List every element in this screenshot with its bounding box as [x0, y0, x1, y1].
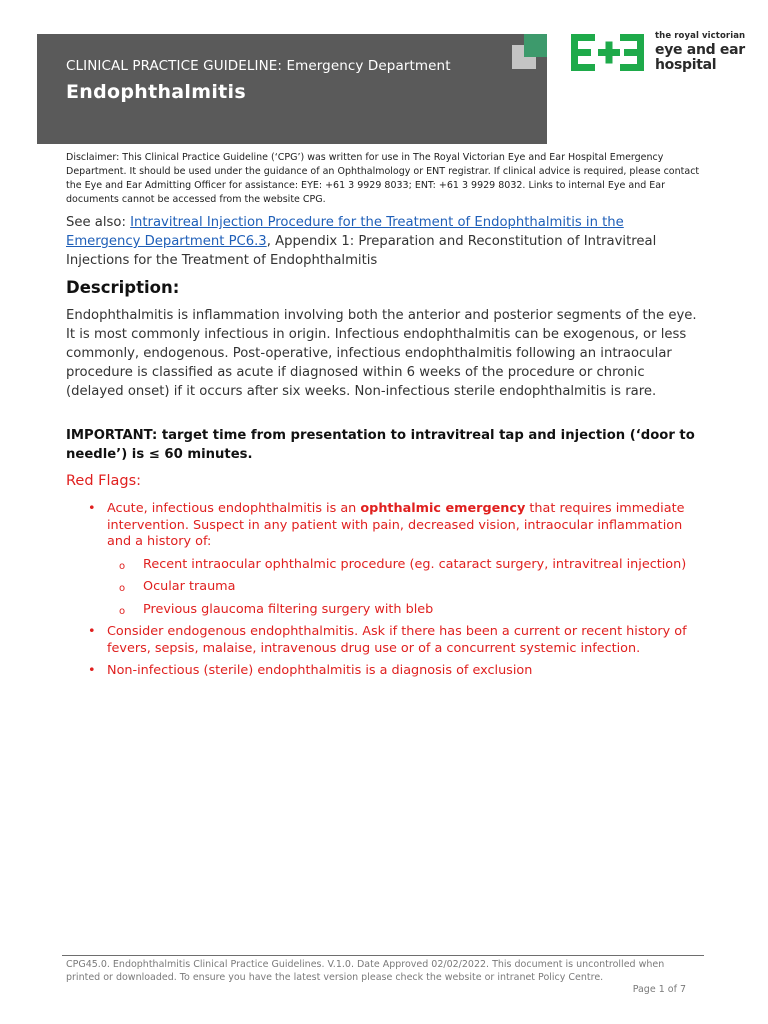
description-body: Endophthalmitis is inflammation involving both the anterior and posterior segments of the eye. It is most commonly infectious in origin. Infectious endophthalmitis can be exogenous, or less commonly, endogenous. Post-operative, infectious endophthalmitis following an intraocular procedure is classified as acute if diagnosed within 6 weeks of the procedure or chronic (delayed onset) if it occurs after six weeks. Non-infectious sterile endophthalmitis is rare. — [66, 308, 697, 399]
bullet-icon: • — [88, 501, 96, 516]
description-heading: Description: — [66, 278, 180, 297]
logo-line-2: eye and ear — [655, 41, 745, 58]
list-item — [66, 501, 696, 551]
flag-1-text-end: that requires immediate intervention. Suspect in any patient with pain, decreased vision, intraocular inflammation and a history of: — [107, 501, 685, 549]
red-flags-heading: Red Flags: — [66, 473, 142, 489]
ophthalmic-emergency-emphasis: ophthalmic emergency — [360, 501, 526, 516]
bullet-icon: • — [88, 663, 96, 678]
footer-divider — [62, 955, 704, 956]
sub-bullet-icon: o — [119, 560, 126, 572]
logo-line-1: the royal victorian — [655, 31, 746, 41]
sub-list-item — [66, 602, 696, 619]
history-item-procedure: Recent intraocular ophthalmic procedure (eg. cataract surgery, intravitreal injection) — [143, 556, 687, 572]
disclaimer: Disclaimer: This Clinical Practice Guideline (‘CPG’) was written for use in The Royal Victorian Eye and Ear Hospital Emergency Department. It should be used under the guidance of an Ophthalmology or ENT registrar. If clinical advice is required, please contact the Eye and Ear Admitting Officer for assistance: EYE: +61 3 9929 8033; ENT: +61 3 9929 8032. Links to internal Eye and Ear documents cannot be accessed from the website CPG. — [66, 152, 700, 205]
sub-bullet-icon: o — [119, 583, 126, 594]
footer-note: CPG45.0. Endophthalmitis Clinical Practice Guidelines. V.1.0. Date Approved 02/02/2022. This document is uncontrolled when printed or downloaded. To ensure you have the latest version please check the website or intranet Policy Centre. — [66, 959, 665, 983]
flag-1-text-start: Acute, infectious endophthalmitis is an — [107, 501, 361, 516]
red-flags-list — [66, 501, 696, 686]
guideline-kicker: CLINICAL PRACTICE GUIDELINE: Emergency Department — [66, 58, 451, 74]
bullet-icon: • — [88, 624, 96, 639]
see-also — [66, 213, 702, 270]
logo-line-3: hospital — [655, 56, 717, 73]
decorative-square-green — [524, 34, 547, 57]
flag-3-text: Non-infectious (sterile) endophthalmitis is a diagnosis of exclusion — [107, 663, 533, 678]
important-notice: IMPORTANT: target time from presentation to intravitreal tap and injection (‘door to needle’) is ≤ 60 minutes. — [66, 428, 695, 462]
intravitreal-procedure-link[interactable]: Intravitreal Injection Procedure for the Treatment of Endophthalmitis in the Emergency Department PC6.3 — [66, 215, 624, 249]
see-also-suffix: , Appendix 1: Preparation and Reconstitution of Intravitreal Injections for the Treatment of Endophthalmitis — [66, 234, 657, 268]
sub-bullet-icon: o — [119, 605, 126, 617]
hospital-wordmark — [655, 32, 745, 73]
see-also-prefix: See also: — [66, 215, 131, 230]
page-title: Endophthalmitis — [66, 81, 246, 103]
list-item — [66, 624, 696, 657]
flag-2-text: Consider endogenous endophthalmitis. Ask if there has been a current or recent history of fevers, sepsis, malaise, intravenous drug use or of a concurrent systemic infection. — [107, 624, 687, 656]
history-item-glaucoma: Previous glaucoma filtering surgery with bleb — [143, 601, 434, 617]
page-number: Page 1 of 7 — [632, 984, 686, 995]
sub-list-item — [66, 557, 696, 574]
header-band — [37, 34, 547, 144]
list-item — [66, 663, 696, 680]
sub-list-item — [66, 579, 696, 596]
history-item-trauma: Ocular trauma — [143, 579, 236, 594]
